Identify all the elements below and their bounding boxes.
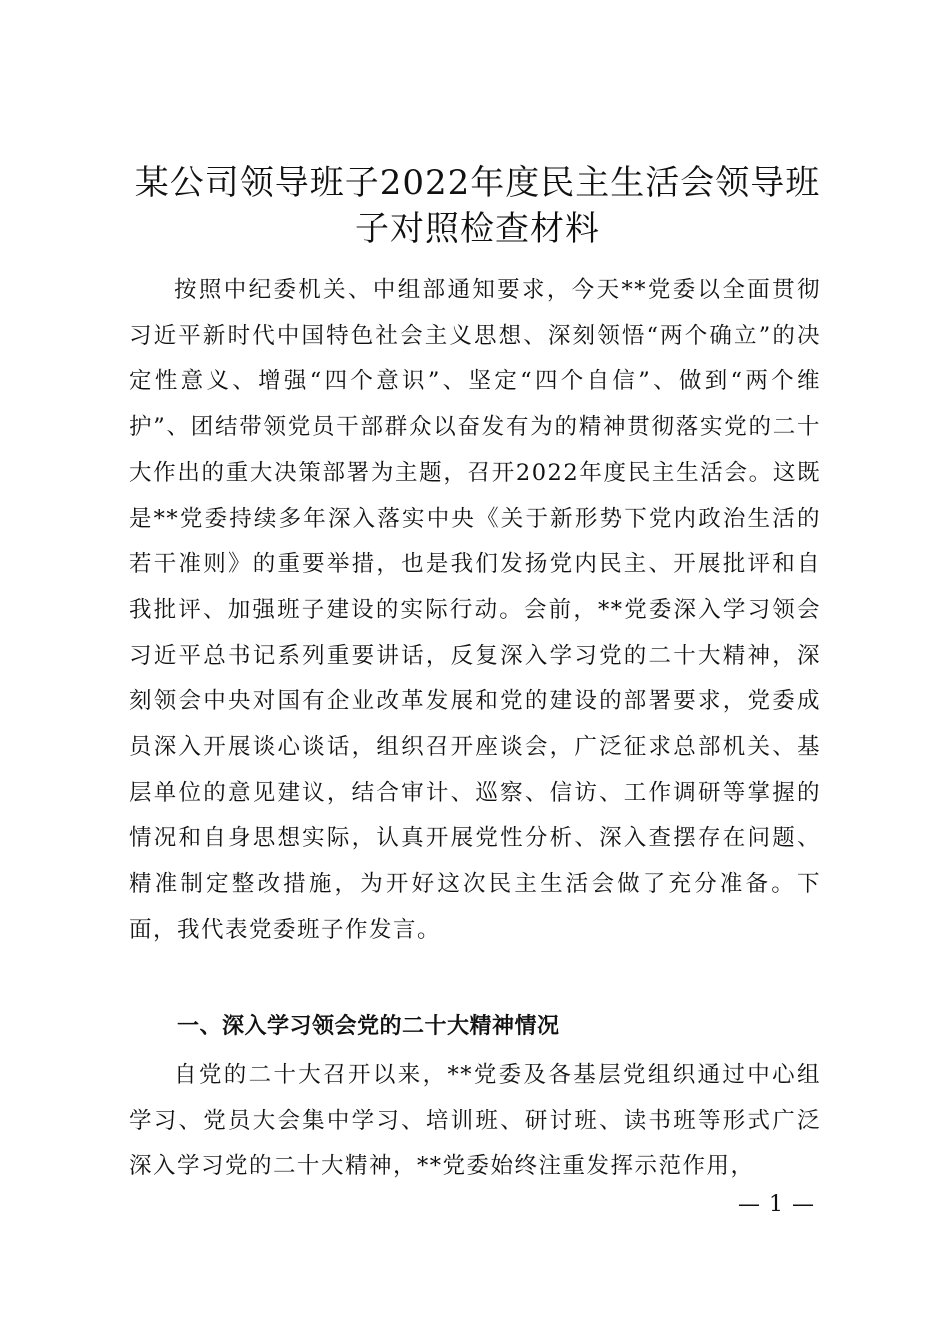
page-number: — 1 —: [738, 1192, 815, 1217]
document-title: 某公司领导班子2022年度民主生活会领导班子对照检查材料: [134, 163, 821, 249]
intro-paragraph: 按照中纪委机关、中组部通知要求，今天**党委以全面贯彻习近平新时代中国特色社会主义思想、深刻领悟“两个确立”的决定性意义、增强“四个意识”、坚定“四个自信”、做到“两个维护”、团结带领党员干部群众以奋发有为的精神贯彻落实党的二十大作出的重大决策部署为主题，召开2022年度民主生活会。这既是**党委持续多年深入落实中央《关于新形势下党内政治生活的若干准则》的重要举措，也是我们发扬党内民主、开展批评和自我批评、加强班子建设的实际行动。会前，**党委深入学习领会习近平总书记系列重要讲话，反复深入学习党的二十大精神，深刻领会中央对国有企业改革发展和党的建设的部署要求，党委成员深入开展谈心谈话，组织召开座谈会，广泛征求总部机关、基层单位的意见建议，结合审计、巡察、信访、工作调研等掌握的情况和自身思想实际，认真开展党性分析、深入查摆存在问题、精准制定整改措施，为开好这次民主生活会做了充分准备。下面，我代表党委班子作发言。: [129, 277, 821, 943]
section-paragraph: 自党的二十大召开以来，**党委及各基层党组织通过中心组学习、党员大会集中学习、培训班、研讨班、读书班等形式广泛深入学习党的二十大精神，**党委始终注重发挥示范作用，: [129, 1062, 821, 1180]
section-heading: 一、深入学习领会党的二十大精神情况: [177, 1014, 560, 1039]
